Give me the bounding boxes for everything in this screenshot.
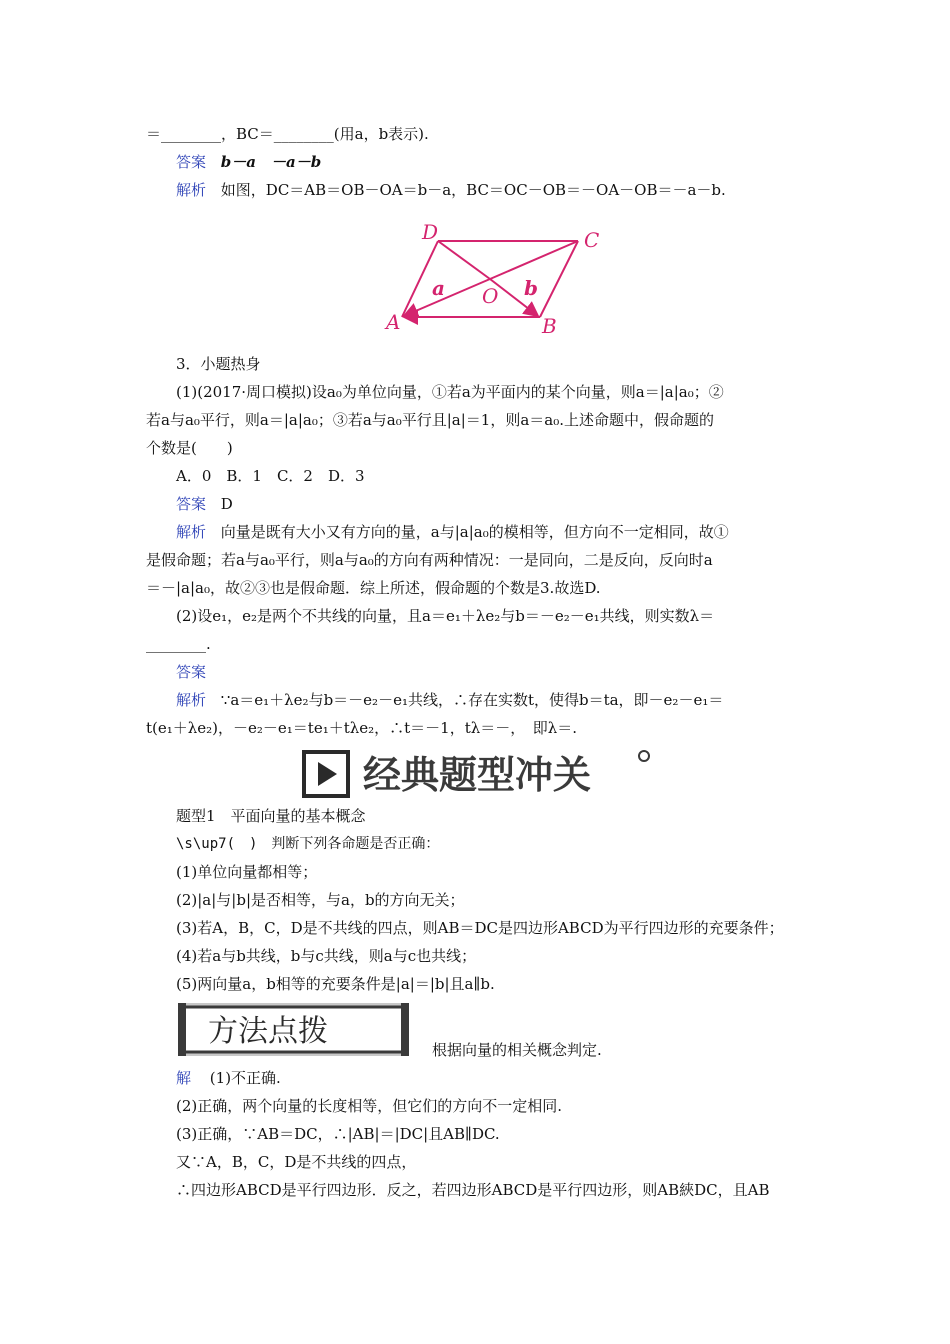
question-line: ________. bbox=[146, 635, 211, 653]
solution-label: 解 bbox=[176, 1069, 192, 1087]
example-item: (4)若a与b共线，b与c共线，则a与c也共线； bbox=[176, 947, 477, 965]
answer-line bbox=[176, 494, 233, 514]
solution-line bbox=[176, 1068, 281, 1088]
section-banner bbox=[301, 746, 656, 802]
label-o: O bbox=[482, 284, 499, 308]
question-line: (1)(2017·周口模拟)设a₀为单位向量，①若a为平面内的某个向量，则a＝|a|a₀；② bbox=[176, 383, 724, 401]
answer-label: 答案 bbox=[176, 663, 207, 681]
solution-text: (1)不正确. bbox=[209, 1069, 281, 1087]
solution-line: 又∵A，B，C，D是不共线的四点， bbox=[176, 1153, 417, 1171]
label-vec-a: a bbox=[432, 276, 445, 300]
label-b: B bbox=[542, 314, 557, 338]
diagonal-co bbox=[490, 241, 578, 279]
method-text: 根据向量的相关概念判定. bbox=[432, 1041, 602, 1059]
method-title: 方法点拨 bbox=[208, 1014, 328, 1049]
solution-line: ∴四边形ABCD是平行四边形．反之，若四边形ABCD是平行四边形，则AB綊DC，且AB bbox=[176, 1181, 770, 1199]
method-box bbox=[178, 1003, 409, 1056]
label-vec-b: b bbox=[524, 276, 538, 300]
example-head: \s\up7( ) 判断下列各命题是否正确： bbox=[176, 836, 440, 852]
analysis-line bbox=[176, 180, 726, 200]
banner-graphic bbox=[301, 746, 656, 802]
parallelogram-figure bbox=[378, 215, 618, 340]
analysis-line bbox=[176, 690, 723, 710]
section-heading: 3．小题热身 bbox=[176, 355, 261, 373]
solution-line: (3)正确，∵AB＝DC，∴|AB|＝|DC|且AB∥DC. bbox=[176, 1125, 500, 1143]
analysis-line: t(e₁＋λe₂)，－e₂－e₁＝te₁＋tλe₂，∴t＝－1，tλ＝－， 即λ＝. bbox=[146, 719, 578, 737]
question-options: A．0 B．1 C．2 D．3 bbox=[176, 467, 365, 485]
analysis-text: 向量是既有大小又有方向的量，a与|a|a₀的模相等，但方向不一定相同，故① bbox=[220, 523, 729, 541]
example-item: (1)单位向量都相等； bbox=[176, 863, 318, 881]
answer-label: 答案 bbox=[176, 153, 207, 171]
example-item: (2)|a|与|b|是否相等，与a，b的方向无关； bbox=[176, 891, 465, 909]
analysis-line: 是假命题；若a与a₀平行，则a与a₀的方向有两种情况：一是同向，二是反向，反向时a bbox=[146, 551, 713, 569]
analysis-label: 解析 bbox=[176, 691, 207, 709]
edge-cb bbox=[540, 241, 578, 317]
label-a: A bbox=[386, 310, 401, 334]
analysis-label: 解析 bbox=[176, 523, 207, 541]
analysis-line: ＝－|a|a₀，故②③也是假命题．综上所述，假命题的个数是3.故选D. bbox=[146, 579, 601, 597]
answer-line bbox=[176, 152, 321, 172]
answer-text: b－a －a－b bbox=[220, 153, 322, 171]
example-item: (3)若A，B，C，D是不共线的四点，则AB＝DC是四边形ABCD为平行四边形的充要条件； bbox=[176, 919, 784, 937]
analysis-line bbox=[176, 522, 729, 542]
question-line: 若a与a₀平行，则a＝|a|a₀；③若a与a₀平行且|a|＝1，则a＝a₀.上述命题中，假命题的 bbox=[146, 411, 715, 429]
banner-dot-icon bbox=[639, 751, 649, 761]
example-item: (5)两向量a，b相等的充要条件是|a|＝|b|且a∥b. bbox=[176, 975, 495, 993]
answer-label: 答案 bbox=[176, 495, 207, 513]
analysis-label: 解析 bbox=[176, 181, 207, 199]
diagonal-do bbox=[438, 241, 490, 279]
answer-text: D bbox=[220, 495, 233, 513]
label-d: D bbox=[422, 220, 439, 244]
analysis-text: 如图，DC＝AB＝OB－OA＝b－a，BC＝OC－OB＝－OA－OB＝－a－b. bbox=[220, 181, 726, 199]
answer-line bbox=[176, 662, 206, 682]
analysis-text: ∵a＝e₁＋λe₂与b＝－e₂－e₁共线，∴存在实数t，使得b＝ta，即－e₂－e₁＝ bbox=[220, 691, 724, 709]
banner-title: 经典题型冲关 bbox=[363, 753, 592, 797]
solution-line: (2)正确，两个向量的长度相等，但它们的方向不一定相同. bbox=[176, 1097, 563, 1115]
type-heading: 题型1 平面向量的基本概念 bbox=[176, 807, 366, 825]
question-line: 个数是( ) bbox=[146, 439, 233, 457]
question-line: (2)设e₁，e₂是两个不共线的向量，且a＝e₁＋λe₂与b＝－e₂－e₁共线，则实数λ＝ bbox=[176, 607, 715, 625]
blank-line-text: ＝________，BC＝________(用a，b表示). bbox=[146, 125, 429, 143]
text-line bbox=[146, 124, 429, 144]
method-graphic bbox=[178, 1003, 409, 1056]
label-c: C bbox=[584, 228, 600, 252]
